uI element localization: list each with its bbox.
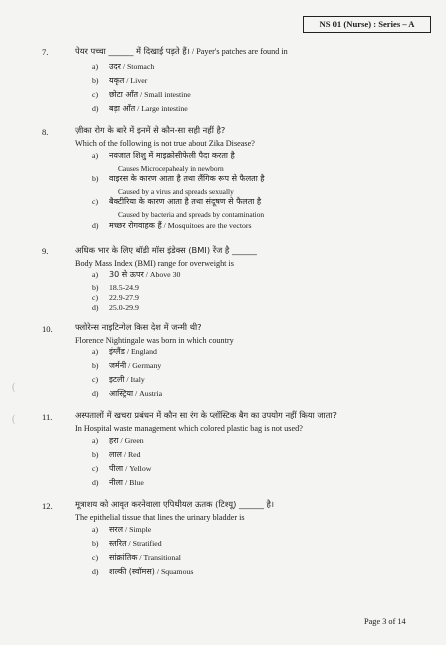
option-a[interactable] xyxy=(92,62,154,72)
option-a[interactable] xyxy=(92,347,157,357)
question-stem-hindi xyxy=(75,125,225,136)
option-english: / Red xyxy=(121,450,141,459)
option-hindi: पीला xyxy=(109,464,124,473)
option-label: a) xyxy=(92,525,99,534)
stem-hindi: अस्पतालों में खचरा प्रबंधन में कौन सा रंग के प्लॉस्टिक बैग का उपयोग नहीं किया जाता? xyxy=(75,410,337,420)
option-english: / Green xyxy=(118,436,144,445)
option-d[interactable] xyxy=(92,389,162,399)
option-english: / Italy xyxy=(124,375,145,384)
option-hindi: वाइरस के कारण आता है तथा लैंगिक रूप से फैलता है xyxy=(109,174,265,183)
option-label: c) xyxy=(92,90,99,99)
question-number: 10. xyxy=(42,324,53,334)
option-b[interactable] xyxy=(92,283,139,293)
option-hindi: शल्की (स्वॉमस) xyxy=(109,567,155,576)
option-label: d) xyxy=(92,104,99,113)
question-number: 11. xyxy=(42,412,53,422)
option-c[interactable] xyxy=(92,293,139,303)
question-number: 8. xyxy=(42,127,49,137)
option-english: / Liver xyxy=(124,76,148,85)
option-a[interactable] xyxy=(92,270,180,280)
option-hindi: जर्मनी xyxy=(109,361,127,370)
option-b[interactable] xyxy=(92,76,147,86)
stem-hindi: फ्लोरेन्स नाइटिन्गेल किस देश में जन्मी थी? xyxy=(75,322,202,332)
question-stem-english: In Hospital waste management which colored plastic bag is not used? xyxy=(75,424,303,433)
question-stem xyxy=(75,46,288,57)
option-label: b) xyxy=(92,539,99,548)
question-number: 9. xyxy=(42,246,49,256)
option-english: / Mosquitoes are the vectors xyxy=(161,221,252,230)
option-a-english: Causes Microcepahealy in newborn xyxy=(118,164,224,173)
page-number: Page 3 of 14 xyxy=(364,617,406,626)
option-english: / Transitional xyxy=(137,553,181,562)
option-a[interactable] xyxy=(92,436,144,446)
option-hindi: नीला xyxy=(109,478,124,487)
option-english: / Simple xyxy=(123,525,152,534)
option-label: d) xyxy=(92,567,99,576)
option-label: c) xyxy=(92,293,99,302)
option-c[interactable] xyxy=(92,464,151,474)
option-hindi: बड़ा आँत xyxy=(109,104,136,113)
option-c[interactable] xyxy=(92,197,261,207)
option-label: c) xyxy=(92,464,99,473)
option-label: d) xyxy=(92,221,99,230)
option-b-english: Caused by a virus and spreads sexually xyxy=(118,187,234,196)
option-english: / Squamous xyxy=(154,567,194,576)
option-label: b) xyxy=(92,174,99,183)
option-d[interactable] xyxy=(92,567,193,577)
question-stem-hindi xyxy=(75,322,202,333)
option-hindi: आस्ट्रिया xyxy=(109,389,134,398)
option-english: / Small intestine xyxy=(138,90,191,99)
question-stem-english: Florence Nightingale was born in which country xyxy=(75,336,234,345)
option-c[interactable] xyxy=(92,375,145,385)
option-label: a) xyxy=(92,270,99,279)
option-english: / Above 30 xyxy=(143,270,181,279)
option-label: a) xyxy=(92,436,99,445)
stem-english: / Payer's patches are found in xyxy=(189,47,288,56)
option-english: 25.0-29.9 xyxy=(109,303,139,312)
option-label: b) xyxy=(92,76,99,85)
option-english: / Stomach xyxy=(120,62,155,71)
option-label: d) xyxy=(92,303,99,312)
scan-mark: ( xyxy=(12,382,16,393)
stem-hindi: मूत्राशय को आवृत करनेवाला एपिथीयल ऊतक (टिश्यू) ______ है। xyxy=(75,499,275,509)
option-english: / Blue xyxy=(123,478,144,487)
option-english: 22.9-27.9 xyxy=(109,293,139,302)
question-number: 12. xyxy=(42,501,53,511)
option-c[interactable] xyxy=(92,553,181,563)
option-d[interactable] xyxy=(92,104,188,114)
question-stem-hindi xyxy=(75,410,337,421)
option-d[interactable] xyxy=(92,221,252,231)
option-b[interactable] xyxy=(92,450,141,460)
option-a[interactable] xyxy=(92,525,151,535)
option-hindi: लाल xyxy=(109,450,122,459)
option-a[interactable] xyxy=(92,151,235,161)
option-hindi: बैक्टीरिया के कारण आता है तथा संदूषण से फैलता है xyxy=(109,197,262,206)
option-label: b) xyxy=(92,450,99,459)
option-english: / Yellow xyxy=(123,464,152,473)
question-stem-hindi xyxy=(75,499,274,510)
option-d[interactable] xyxy=(92,478,144,488)
option-hindi: मच्छर रोगवाहक हैं xyxy=(109,221,162,230)
scan-mark: ( xyxy=(12,414,16,425)
option-label: b) xyxy=(92,283,99,292)
option-label: c) xyxy=(92,375,99,384)
series-header: NS 01 (Nurse) : Series – A xyxy=(303,16,431,33)
option-b[interactable] xyxy=(92,361,161,371)
question-number: 7. xyxy=(42,47,49,57)
stem-hindi: पेयर पच्चा ______ में दिखाई पड़ते हैं। xyxy=(75,46,190,56)
option-b[interactable] xyxy=(92,539,162,549)
option-hindi: सांक्रांतिक xyxy=(109,553,138,562)
option-label: d) xyxy=(92,389,99,398)
option-hindi: स्तरित xyxy=(109,539,127,548)
option-hindi: उदर xyxy=(109,62,121,71)
option-label: a) xyxy=(92,347,99,356)
question-stem-english: The epithelial tissue that lines the urinary bladder is xyxy=(75,513,245,522)
option-hindi: छोटा आँत xyxy=(109,90,139,99)
question-stem-hindi xyxy=(75,245,257,256)
option-hindi: इंग्लैंड xyxy=(109,347,125,356)
option-hindi: हरा xyxy=(109,436,119,445)
question-stem-english: Which of the following is not true about Zika Disease? xyxy=(75,139,255,148)
option-label: c) xyxy=(92,553,99,562)
option-hindi: यकृत xyxy=(109,76,125,85)
option-english: / Large intestine xyxy=(135,104,188,113)
option-label: c) xyxy=(92,197,99,206)
option-hindi: नवजात शिशु में माइक्रोसीफेली पैदा करता है xyxy=(109,151,235,160)
option-english: / Germany xyxy=(126,361,162,370)
option-english: / Austria xyxy=(133,389,163,398)
option-label: a) xyxy=(92,62,99,71)
option-label: d) xyxy=(92,478,99,487)
option-hindi: इटली xyxy=(109,375,125,384)
option-b[interactable] xyxy=(92,174,265,184)
question-stem-english: Body Mass Index (BMI) range for overweight is xyxy=(75,259,234,268)
option-english: / England xyxy=(124,347,157,356)
stem-hindi: अधिक भार के लिए बॉडी मॉस इंडेक्स (BMI) रेंज है ______ xyxy=(75,245,257,255)
option-english: 18.5-24.9 xyxy=(109,283,139,292)
option-label: b) xyxy=(92,361,99,370)
option-c-english: Caused by bacteria and spreads by contamination xyxy=(118,210,265,219)
option-label: a) xyxy=(92,151,99,160)
option-english: / Stratified xyxy=(126,539,162,548)
option-hindi: सरल xyxy=(109,525,124,534)
option-hindi: 30 से ऊपर xyxy=(109,270,144,279)
option-c[interactable] xyxy=(92,90,191,100)
stem-hindi: ज़ीका रोग के बारे में इनमें से कौन-सा सही नहीं है? xyxy=(75,125,226,135)
option-d[interactable] xyxy=(92,303,139,313)
